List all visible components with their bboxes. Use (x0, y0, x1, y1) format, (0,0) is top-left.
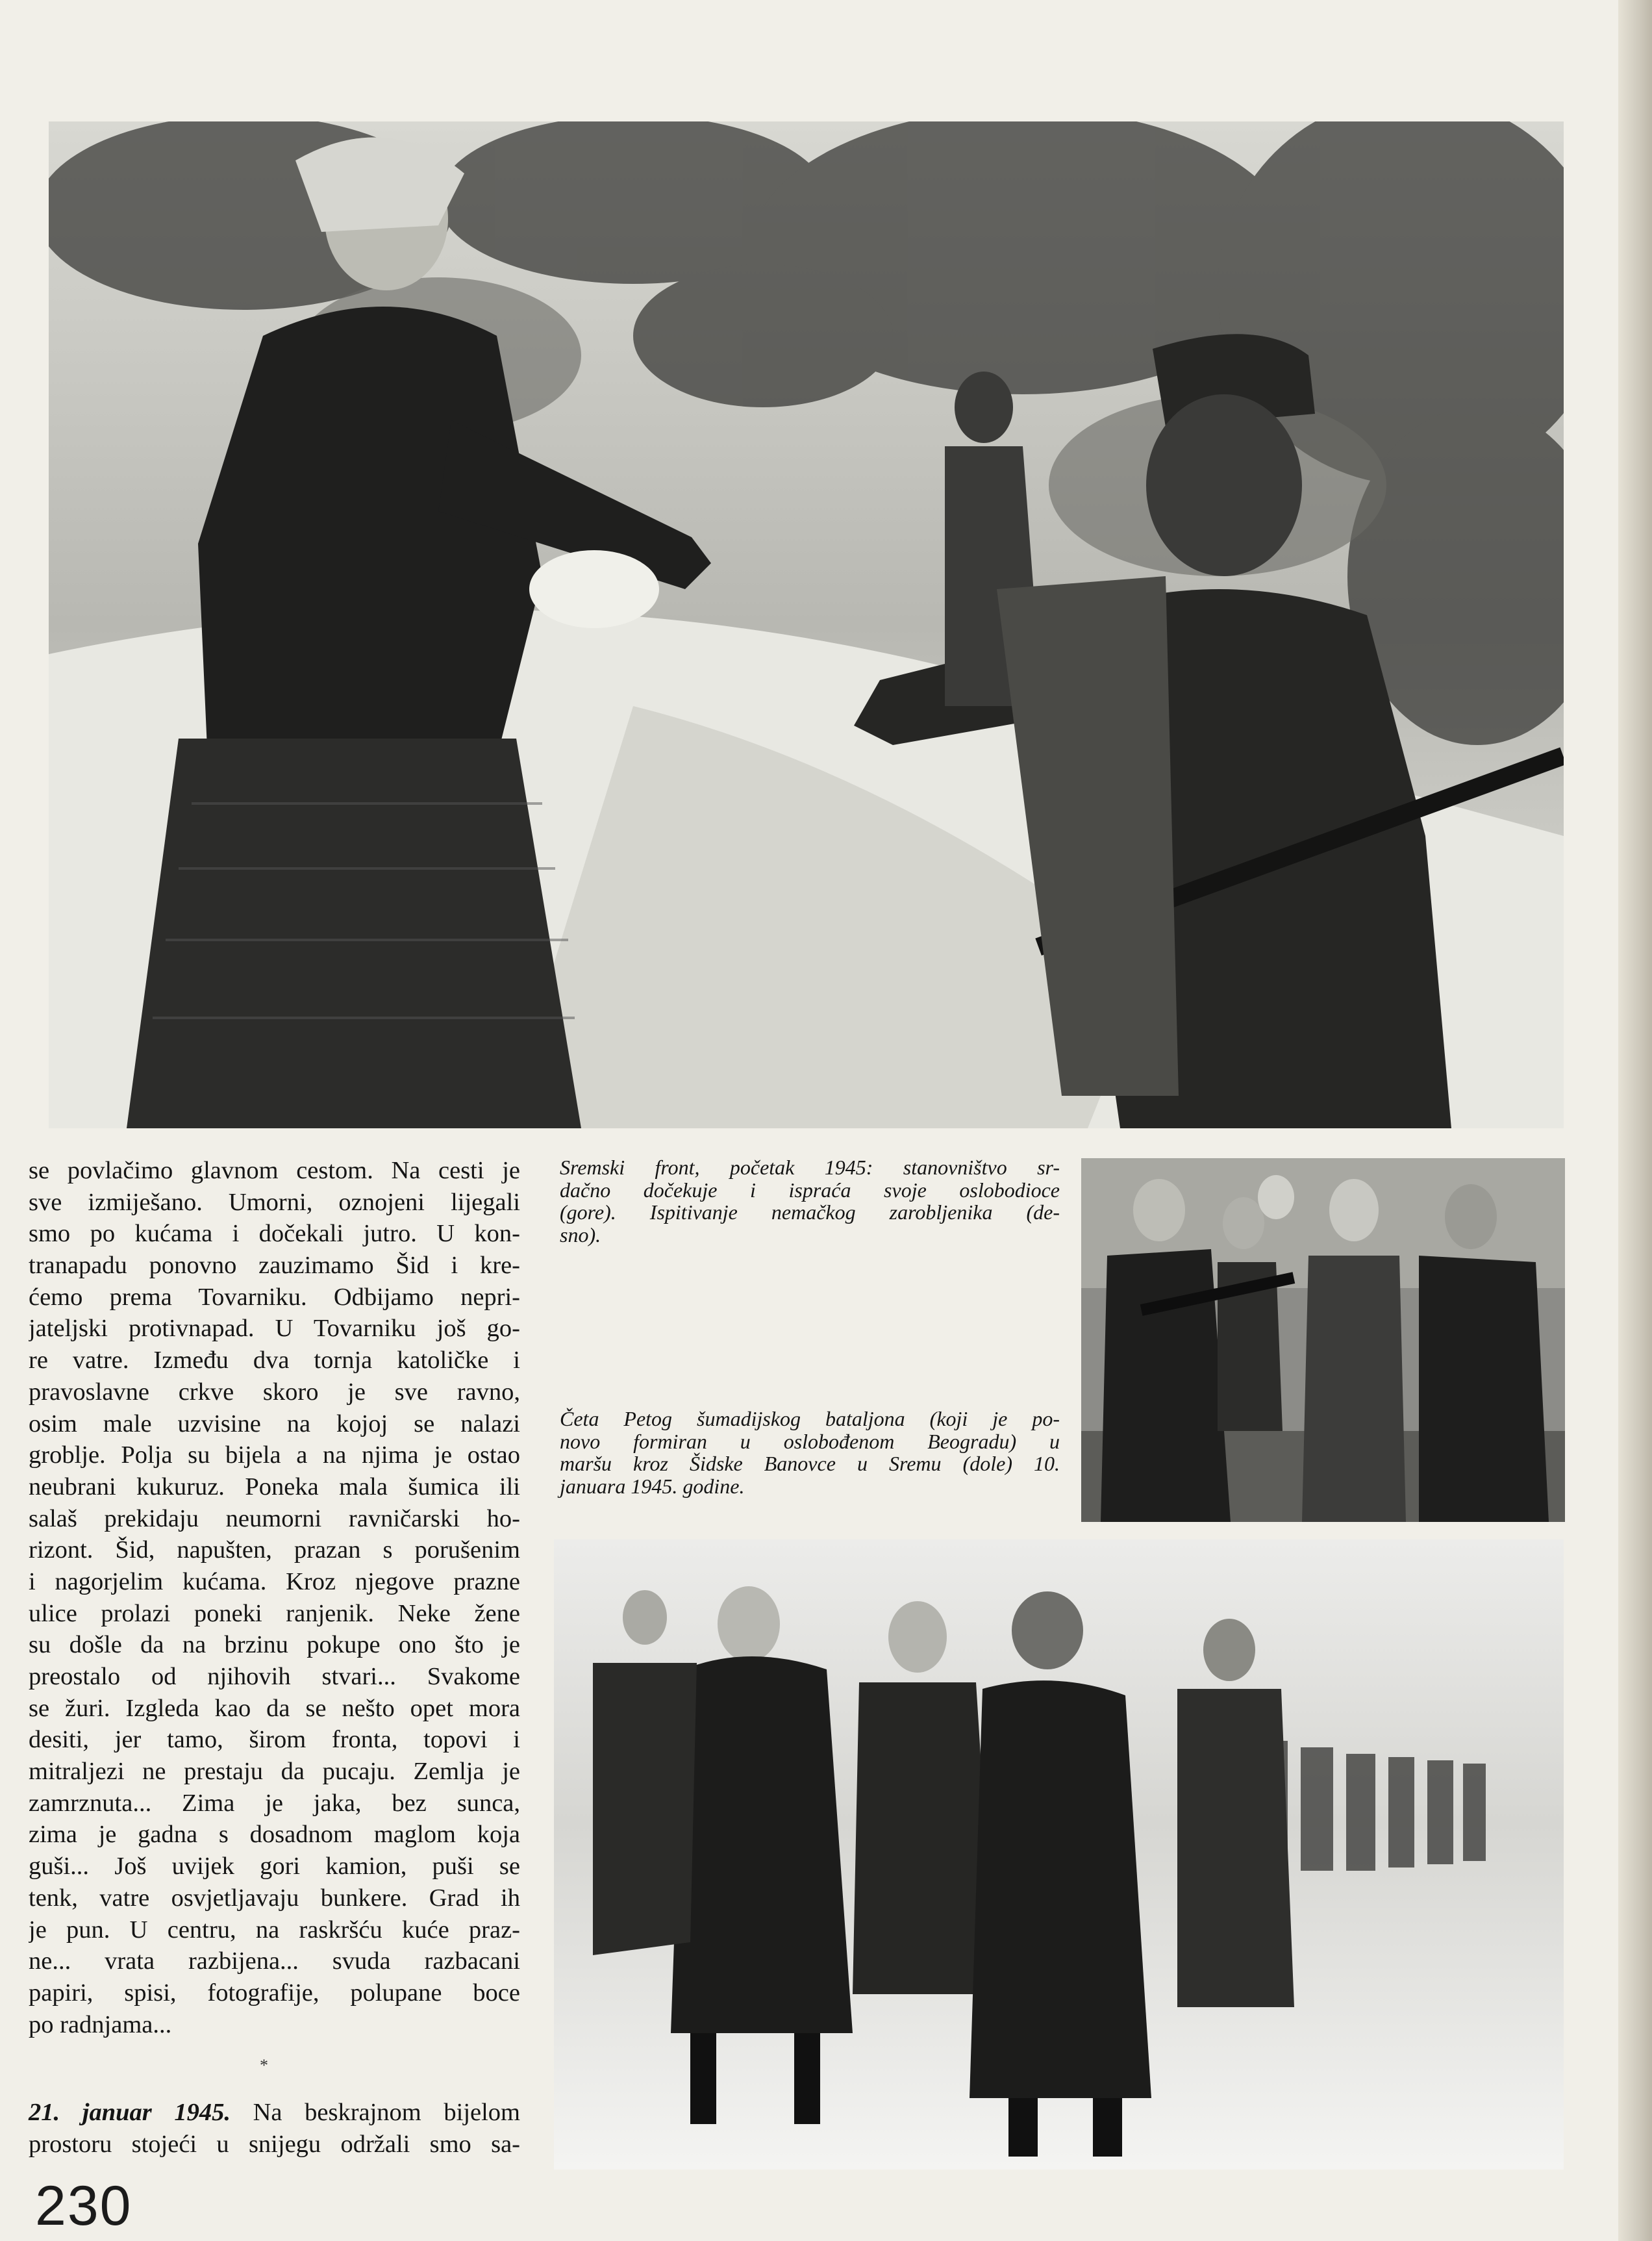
date-paragraph (29, 2097, 520, 2160)
page-edge (1618, 0, 1652, 2241)
date-line (29, 2097, 520, 2129)
body-line: desiti, jer tamo, širom fronta, topovi i (29, 1726, 520, 1754)
caption-line: sno). (560, 1222, 601, 1247)
photo-prisoner-interrogation (1081, 1158, 1565, 1522)
body-line: su došle da na brzinu pokupe ono što je (29, 1631, 520, 1659)
body-line: papiri, spisi, fotografije, polupane boce (29, 1979, 520, 2007)
body-line: tranapadu ponovno zauzimamo Šid i kre- (29, 1252, 520, 1280)
caption-line: Četa Petog šumadijskog bataljona (koji je po- (560, 1407, 1060, 1430)
section-separator: * (260, 2056, 268, 2075)
caption-line: Sremski front, početak 1945: stanovništvo sr- (560, 1156, 1060, 1179)
body-line: pravoslavne crkve skoro je sve ravno, (29, 1378, 520, 1406)
caption-line: maršu kroz Šidske Banovce u Sremu (dole) 10. (560, 1452, 1060, 1475)
photo-woman-and-soldier (49, 121, 1564, 1128)
body-line: po radnjama... (29, 2010, 172, 2038)
body-line: ćemo prema Tovarniku. Odbijamo nepri- (29, 1283, 520, 1311)
body-line: smo po kućama i dočekali jutro. U kon- (29, 1220, 520, 1248)
photo-marching-company (554, 1539, 1564, 2170)
body-line: prostoru stojeći u snijegu održali smo sa- (29, 2130, 520, 2158)
body-line: preostalo od njihovih stvari... Svakome (29, 1663, 520, 1690)
date-line-rest: Na beskrajnom bijelom (253, 2099, 521, 2126)
body-line: se žuri. Izgleda kao da se nešto opet mora (29, 1694, 520, 1722)
date-heading: 21. januar 1945. (29, 2099, 231, 2126)
body-line: tenk, vatre osvjetljavaju bunkere. Grad ih (29, 1884, 520, 1912)
body-line: mitraljezi ne prestaju da pucaju. Zemlja je (29, 1758, 520, 1786)
body-line: i nagorjelim kućama. Kroz njegove prazne (29, 1567, 520, 1595)
body-line: zamrznuta... Zima je jaka, bez sunca, (29, 1789, 520, 1817)
body-line: osim male uzvisine na kojoj se nalazi (29, 1410, 520, 1437)
caption-sremski-front (560, 1156, 1060, 1246)
caption-line: dačno dočekuje i ispraća svoje oslobodioce (560, 1178, 1060, 1202)
body-line: neubrani kukuruz. Poneka mala šumica ili (29, 1473, 520, 1500)
page-number: 230 (35, 2175, 132, 2237)
body-text (29, 1155, 520, 2040)
body-line: sve izmiješano. Umorni, oznojeni lijegali (29, 1188, 520, 1216)
caption-line: novo formiran u oslobođenom Beogradu) u (560, 1429, 1060, 1453)
body-line: salaš prekidaju neumorni ravničarski ho- (29, 1504, 520, 1532)
caption-line: januara 1945. godine. (560, 1474, 745, 1498)
body-line: zima je gadna s dosadnom maglom koja (29, 1821, 520, 1849)
body-line: ne... vrata razbijena... svuda razbacani (29, 1947, 520, 1975)
body-line: ulice prolazi poneki ranjenik. Neke žene (29, 1599, 520, 1627)
caption-line: (gore). Ispitivanje nemačkog zarobljenika (de- (560, 1200, 1060, 1224)
body-line: groblje. Polja su bijela a na njima je ostao (29, 1441, 520, 1469)
caption-peti-bataljon (560, 1408, 1060, 1497)
body-line: jateljski protivnapad. U Tovarniku još go- (29, 1315, 520, 1343)
body-line: je pun. U centru, na raskršću kuće praz- (29, 1916, 520, 1943)
body-line: re vatre. Između dva tornja katoličke i (29, 1347, 520, 1374)
body-line: rizont. Šid, napušten, prazan s porušenim (29, 1536, 520, 1564)
body-line: guši... Još uvijek gori kamion, puši se (29, 1853, 520, 1880)
body-line: se povlačimo glavnom cestom. Na cesti je (29, 1157, 520, 1184)
